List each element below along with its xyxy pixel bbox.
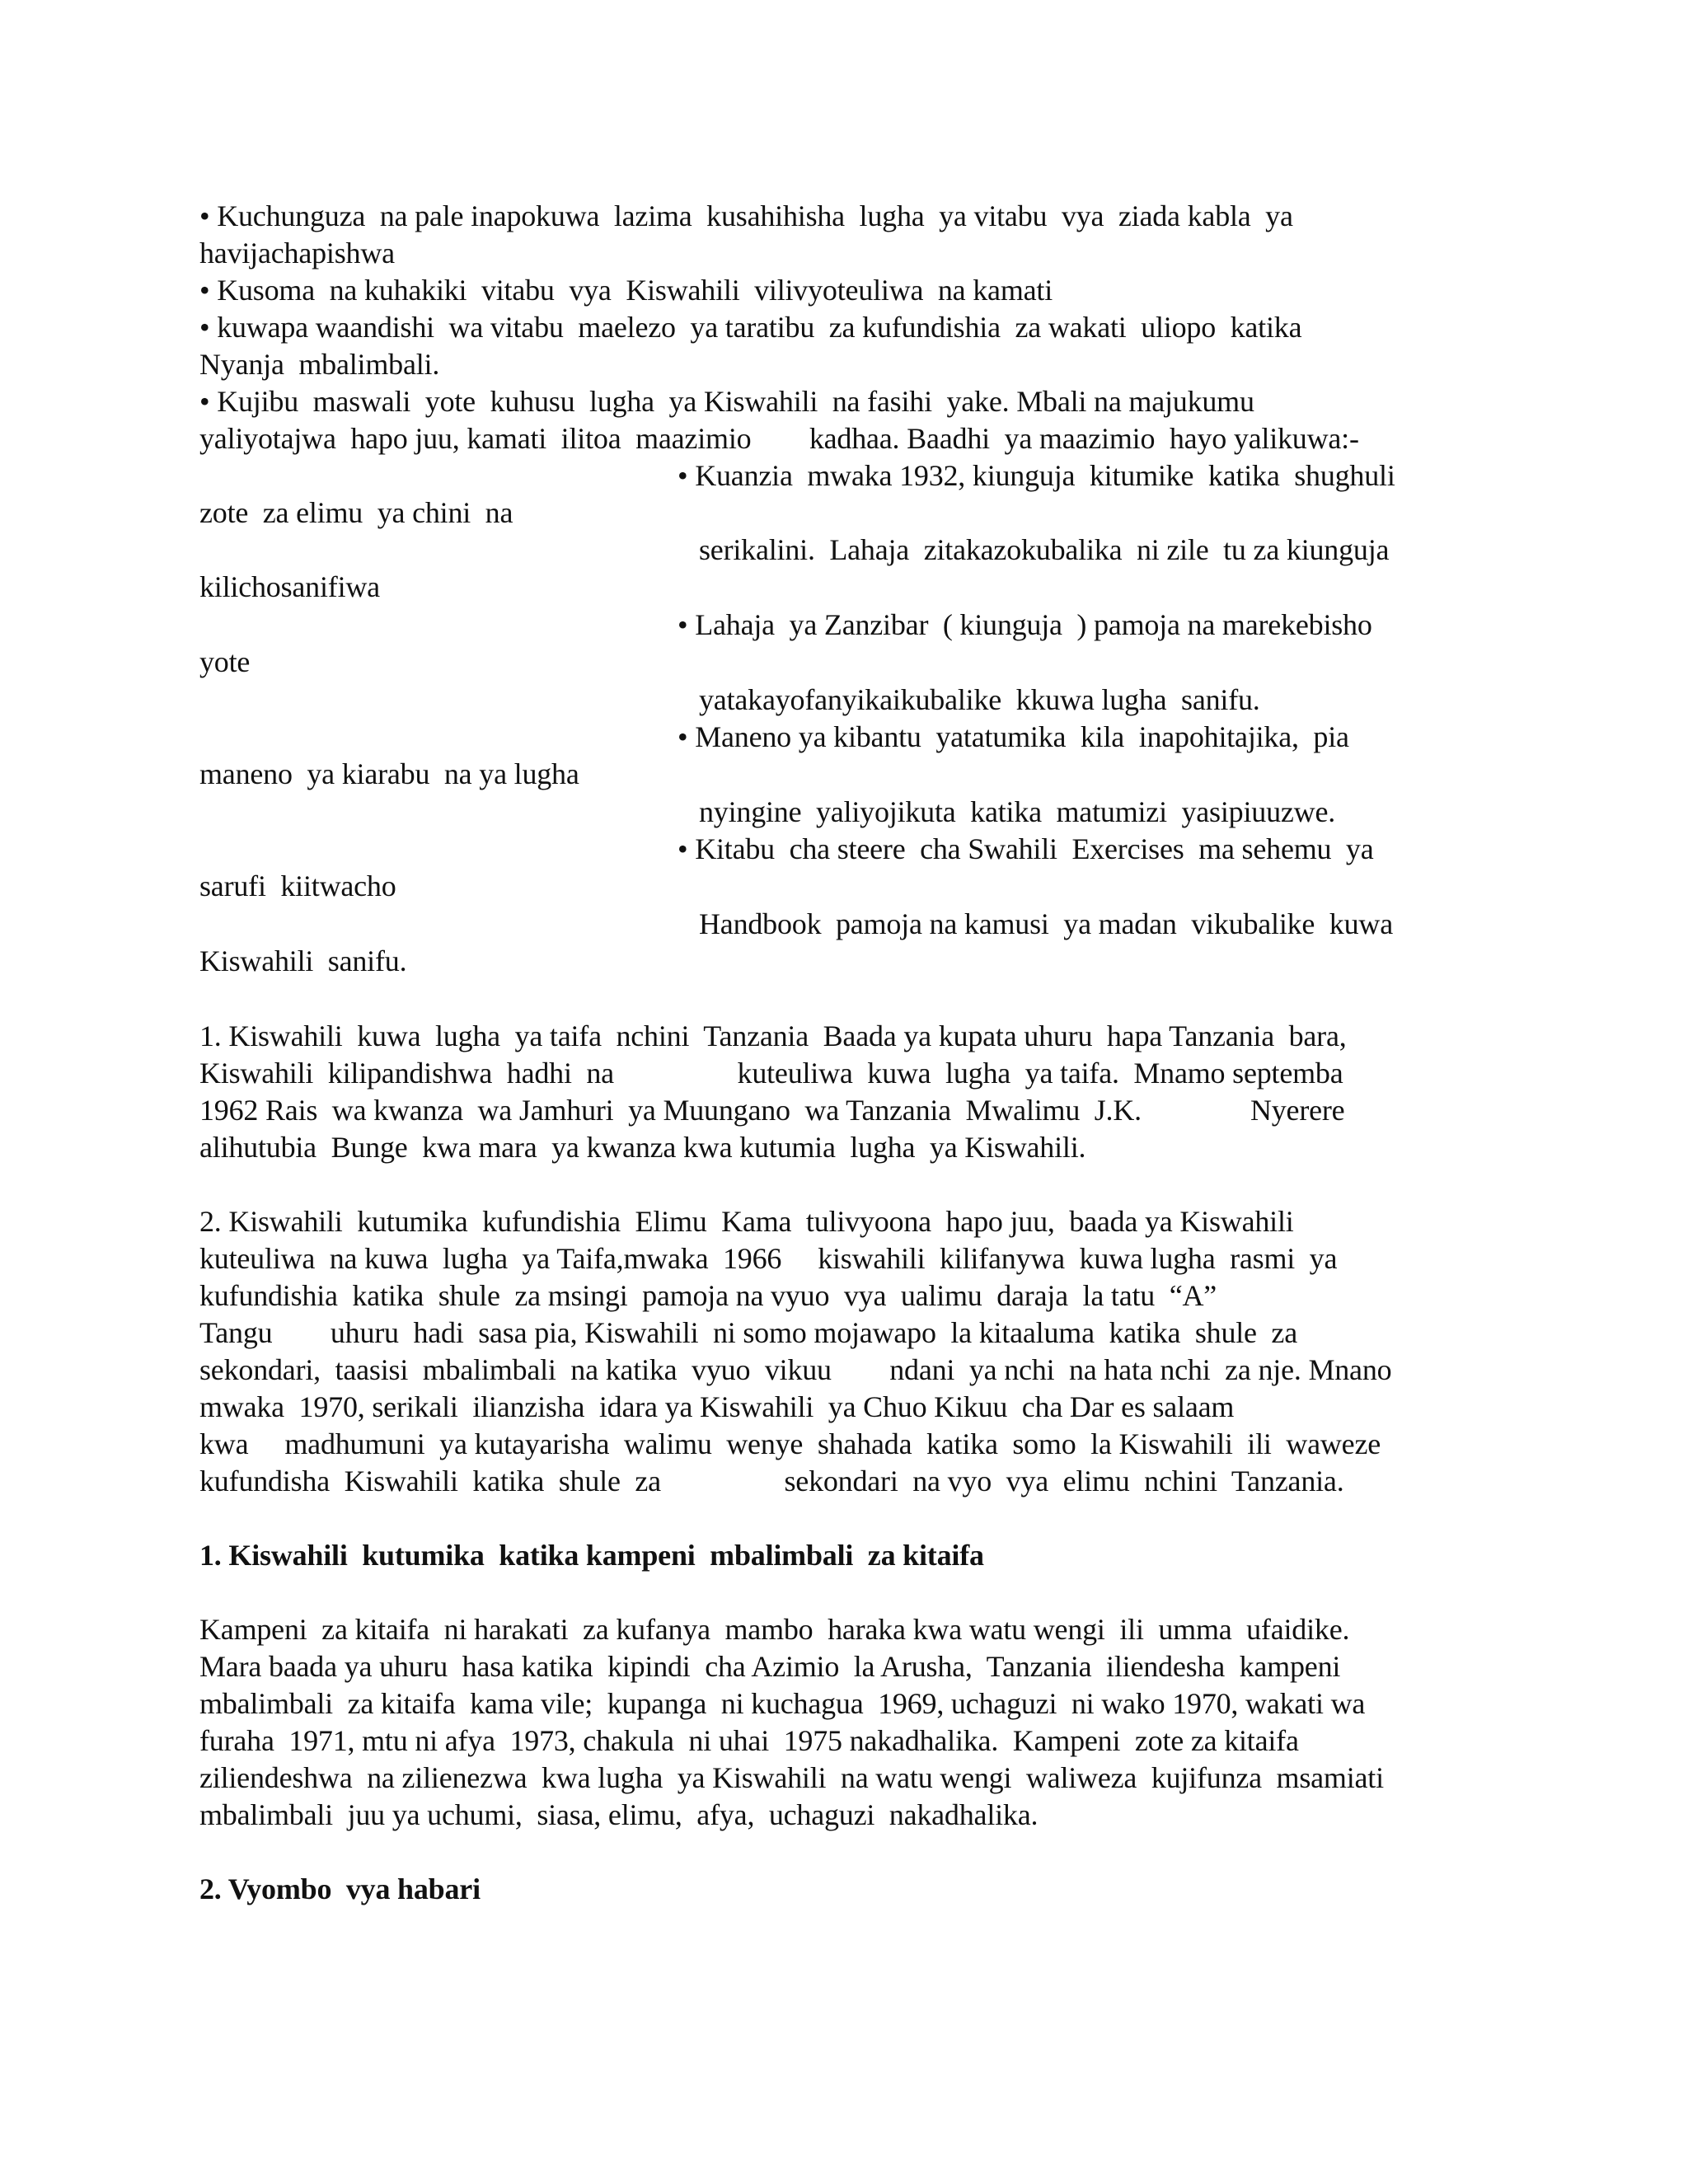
paragraph-line: Kampeni za kitaifa ni harakati za kufanya mambo haraka kwa watu wengi ili umma ufaidike. (199, 1613, 1350, 1646)
resolution-line: Handbook pamoja na kamusi ya madan vikubalike kuwa (699, 907, 1393, 940)
resolution-line: yatakayofanyikaikubalike kkuwa lugha sanifu. (699, 683, 1260, 716)
resolution-line: • Maneno ya kibantu yatatumika kila inapohitajika, pia (678, 720, 1349, 753)
resolution-line: zote za elimu ya chini na (199, 496, 513, 529)
paragraph-line: mbalimbali juu ya uchumi, siasa, elimu, afya, uchaguzi nakadhalika. (199, 1798, 1039, 1831)
resolution-line: kilichosanifiwa (199, 570, 380, 603)
bullet-line: yaliyotajwa hapo juu, kamati ilitoa maazimio kadhaa. Baadhi ya maazimio hayo yalikuwa:- (199, 422, 1359, 455)
resolution-line: sarufi kiitwacho (199, 869, 396, 902)
resolution-line: Kiswahili sanifu. (199, 944, 407, 977)
resolution-line: • Kuanzia mwaka 1932, kiunguja kitumike katika shughuli (678, 459, 1395, 492)
section-heading: 1. Kiswahili kutumika katika kampeni mbalimbali za kitaifa (199, 1539, 984, 1572)
bullet-line: havijachapishwa (199, 237, 395, 269)
paragraph-line: alihutubia Bunge kwa mara ya kwanza kwa kutumia lugha ya Kiswahili. (199, 1131, 1086, 1164)
resolution-line: • Kitabu cha steere cha Swahili Exercises ma sehemu ya (678, 832, 1374, 865)
paragraph-line: furaha 1971, mtu ni afya 1973, chakula ni uhai 1975 nakadhalika. Kampeni zote za kitaifa (199, 1724, 1299, 1757)
resolution-line: yote (199, 645, 251, 678)
resolution-line: serikalini. Lahaja zitakazokubalika ni zile tu za kiunguja (699, 533, 1390, 566)
paragraph-line: mwaka 1970, serikali ilianzisha idara ya Kiswahili ya Chuo Kikuu cha Dar es salaam (199, 1390, 1235, 1423)
resolution-line: nyingine yaliyojikuta katika matumizi yasipiuuzwe. (699, 795, 1336, 828)
paragraph-line: Mara baada ya uhuru hasa katika kipindi cha Azimio la Arusha, Tanzania iliendesha kampeni (199, 1650, 1341, 1683)
section-heading: 2. Vyombo vya habari (199, 1872, 481, 1905)
paragraph-line: sekondari, taasisi mbalimbali na katika vyuo vikuu ndani ya nchi na hata nchi za nje. Mnano (199, 1353, 1392, 1386)
bullet-line: • Kusoma na kuhakiki vitabu vya Kiswahili vilivyoteuliwa na kamati (199, 274, 1053, 307)
paragraph-line: kuteuliwa na kuwa lugha ya Taifa,mwaka 1966 kiswahili kilifanywa kuwa lugha rasmi ya (199, 1242, 1338, 1275)
paragraph-line: Tangu uhuru hadi sasa pia, Kiswahili ni somo mojawapo la kitaaluma katika shule za (199, 1316, 1297, 1349)
paragraph-line: mbalimbali za kitaifa kama vile; kupanga ni kuchagua 1969, uchaguzi ni wako 1970, wakati wa (199, 1687, 1366, 1720)
paragraph-line: 1. Kiswahili kuwa lugha ya taifa nchini Tanzania Baada ya kupata uhuru hapa Tanzania bara, (199, 1019, 1347, 1052)
paragraph-line: ziliendeshwa na zilienezwa kwa lugha ya Kiswahili na watu wengi waliweza kujifunza msamiati (199, 1761, 1384, 1794)
paragraph-line: kufundisha Kiswahili katika shule za sekondari na vyo vya elimu nchini Tanzania. (199, 1465, 1344, 1497)
resolution-line: • Lahaja ya Zanzibar ( kiunguja ) pamoja na marekebisho (678, 608, 1372, 641)
resolution-line: maneno ya kiarabu na ya lugha (199, 757, 579, 790)
bullet-line: Nyanja mbalimbali. (199, 348, 440, 381)
paragraph-line: kwa madhumuni ya kutayarisha walimu wenye shahada katika somo la Kiswahili ili waweze (199, 1427, 1381, 1460)
paragraph-line: 1962 Rais wa kwanza wa Jamhuri ya Muungano wa Tanzania Mwalimu J.K. Nyerere (199, 1094, 1345, 1127)
bullet-line: • Kuchunguza na pale inapokuwa lazima kusahihisha lugha ya vitabu vya ziada kabla ya (199, 199, 1293, 232)
bullet-line: • Kujibu maswali yote kuhusu lugha ya Kiswahili na fasihi yake. Mbali na majukumu (199, 385, 1254, 418)
paragraph-line: kufundishia katika shule za msingi pamoja na vyuo vya ualimu daraja la tatu “A” (199, 1279, 1217, 1312)
paragraph-line: Kiswahili kilipandishwa hadhi na kuteuliwa kuwa lugha ya taifa. Mnamo septemba (199, 1057, 1343, 1090)
bullet-line: • kuwapa waandishi wa vitabu maelezo ya taratibu za kufundishia za wakati uliopo katika (199, 311, 1302, 344)
paragraph-line: 2. Kiswahili kutumika kufundishia Elimu Kama tulivyoona hapo juu, baada ya Kiswahili (199, 1205, 1294, 1238)
